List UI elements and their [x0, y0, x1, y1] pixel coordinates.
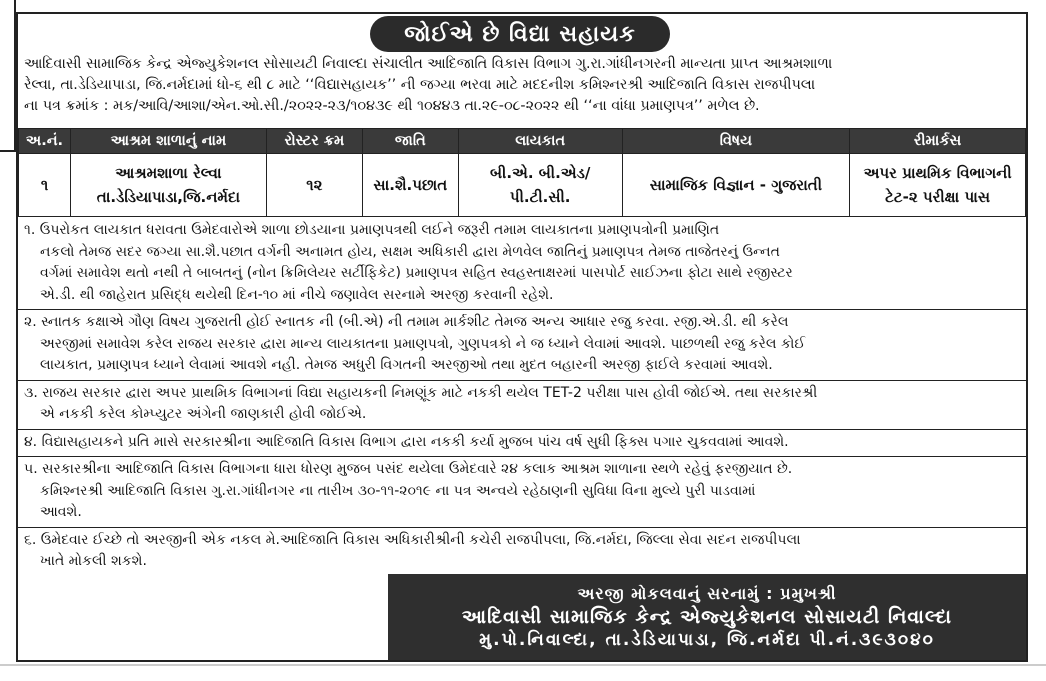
term-item [18, 528, 1026, 576]
cell-remarks [850, 154, 1026, 217]
corner-border [0, 0, 16, 152]
address-line: મુ.પો.નિવાલ્દા, તા.ડેડિયાપાડા, જિ.નર્મદા પી.નં.૩૯૩૦૪૦ [479, 630, 935, 650]
term-line: ૫. સરકારશ્રીના આદિજાતિ વિકાસ વિભાગના ધારા ધોરણ મુજબ પસંદ થયેલા ઉમેદવારે ૨૪ કલાક આશ્રમ શાળાના સ્થળે રહેવું ફરજીયાત છે. [24, 461, 793, 477]
school-line: તા.ડેડિયાપાડા,જિ.નર્મદા [96, 188, 241, 206]
qualification-line: પી.ટી.સી. [509, 188, 571, 206]
header-subject: વિષય [622, 129, 850, 154]
term-item [18, 310, 1026, 381]
address-organization: આદિવાસી સામાજિક કેન્દ્ર એજ્યુકેશનલ સોસાયટી નિવાલ્દા [461, 606, 953, 628]
table-header-row [19, 129, 1026, 154]
header-serial: અ.નં. [19, 129, 71, 154]
cell-subject: સામાજિક વિજ્ઞાન - ગુજરાતી [622, 154, 850, 217]
term-line: ૬. ઉમેદવાર ઈચ્છે તો અરજીની એક નકલ મે.આદિજાતિ વિકાસ અધિકારીશ્રીની કચેરી રાજપીપલા, જિ.નર્મદા, જિલ્લા સેવા સદન રાજપીપલા [24, 531, 801, 548]
cell-serial: ૧ [19, 154, 71, 217]
term-item [18, 430, 1026, 458]
address-box [388, 574, 1026, 660]
term-item [18, 381, 1026, 430]
term-item [18, 218, 1026, 310]
header-caste: જાતિ [362, 129, 458, 154]
school-line: આશ્રમશાળા રેલ્વા [115, 164, 222, 182]
header-school-name: આશ્રમ શાળાનું નામ [70, 129, 266, 154]
header-roster: રોસ્ટર ક્રમ [266, 129, 362, 154]
term-line: ખાતે મોકલી શકશે. [40, 553, 147, 569]
intro-line: રેલ્વા, તા.ડેડિયાપાડા, જિ.નર્મદામાં ધો-૬ થી ૮ માટે ‘‘વિદ્યાસહાયક’’ ની જગ્યા ભરવા માટે મદદનીશ કમિશ્નરશ્રી આદિજાતિ વિકાસ રાજપીપલા [24, 77, 816, 93]
header-remarks: રીમાર્કસ [850, 129, 1026, 154]
ad-heading: જોઈએ છે વિદ્યા સહાયક [370, 16, 670, 52]
term-line: ૧. ઉપરોકત લાયકાત ધરાવતા ઉમેદવારોએ શાળા છોડયાના પ્રમાણપત્રથી લઈને જરૂરી તમામ લાયકાતના પ્રમાણપત્રોની પ્રમાણિત [24, 222, 720, 238]
intro-line: ના પત્ર ક્રમાંક : મક/આવિ/આશા/એન.ઓ.સી./૨૦૨૨-૨૩/૧૦૪૩૯ થી ૧૦૪૪૩ તા.૨૯-૦૮-૨૦૨૨ થી ‘‘ના વાંધા પ્રમાણપત્ર’’ મળેલ છે. [24, 98, 760, 114]
intro-paragraph [24, 54, 1024, 117]
term-line: ૩. રાજય સરકાર દ્વારા અપર પ્રાથમિક વિભાગનાં વિદ્યા સહાયકની નિમણૂંક માટે નકકી થયેલ TET-2 પરીક્ષા પાસ હોવી જોઈએ. તથા સરકારશ્રી [24, 384, 818, 401]
term-item [18, 457, 1026, 528]
term-line: અરજીમાં સમાવેશ કરેલ રાજય સરકાર દ્વારા માન્ય લાયકાતના પ્રમાણપત્રો, ગુણપત્રકો ને જ ધ્યાને લેવામાં આવશે. પાછળથી રજુ કરેલ કોઈ [40, 335, 806, 352]
term-line: એ.ડી. થી જાહેરાત પ્રસિદ્ધ થયેથી દિન-૧૦ માં નીચે જણાવેલ સરનામે અરજી કરવાની રહેશે. [40, 286, 554, 303]
header-qualification: લાયકાત [458, 129, 622, 154]
term-line: ૪. વિદ્યાસહાયકને પ્રતિ માસે સરકારશ્રીના આદિજાતિ વિકાસ વિભાગ દ્વારા નકકી કર્યા મુજબ પાંચ વર્ષ સુધી ફિક્સ પગાર ચુકવવામાં આવશે. [24, 433, 789, 450]
intro-line: આદિવાસી સામાજિક કેન્દ્ર એજ્યુકેશનલ સોસાયટી નિવાલ્દા સંચાલીત આદિજાતિ વિકાસ વિભાગ ગુ.રા.ગાંધીનગરની માન્યતા પ્રાપ્ત આશ્રમશાળા [24, 56, 833, 72]
remarks-line: અપર પ્રાથમિક વિભાગની [863, 164, 1012, 182]
cell-caste: સા.શૈ.પછાત [362, 154, 458, 217]
table-row [19, 154, 1026, 217]
qualification-line: બી.એ. બી.એડ/ [489, 164, 591, 182]
cell-qualification [458, 154, 622, 217]
term-line: એ નકકી કરેલ કોમ્પ્યુટર અંગેની જાણકારી હોવી જોઈએ. [40, 406, 367, 422]
address-label: અરજી મોકલવાનું સરનામું : પ્રમુખશ્રી [577, 584, 837, 603]
vacancy-table [18, 128, 1026, 217]
terms-list [18, 218, 1026, 576]
remarks-line: ટેટ-૨ પરીક્ષા પાસ [885, 188, 991, 206]
term-line: કમિશ્નરશ્રી આદિજાતિ વિકાસ ગુ.રા.ગાંધીનગર ના તારીખ ૩૦-૧૧-૨૦૧૯ ના પત્ર અન્વયે રહેઠાણની સુવિધા વિના મુલ્યે પુરી પાડવામાં [40, 482, 756, 499]
term-line: નકલો તેમજ સદર જગ્યા સા.શૈ.પછાત વર્ગની અનામત હોય, સક્ષમ અધિકારી દ્વારા મેળવેલ જાતિનું પ્રમાણપત્ર તેમજ તાજેતરનું ઉન્નત [40, 243, 780, 260]
term-line: ૨. સ્નાતક કક્ષાએ ગૌણ વિષય ગુજરાતી હોઈ સ્નાતક ની (બી.એ) ની તમામ માર્કશીટ તેમજ અન્ય આધાર રજુ કરવા. રજી.એ.ડી. થી કરેલ [24, 314, 789, 330]
term-line: લાયકાત, પ્રમાણપત્ર ધ્યાને લેવામાં આવશે નહી. તેમજ અધુરી વિગતની અરજીઓ તથા મુદત બહારની અરજી ફાઈલે કરવામાં આવશે. [40, 357, 773, 373]
term-line: વર્ગમાં સમાવેશ થતો નથી તે બાબતનું (નોન ક્રિમિલેયર સર્ટીફિકેટ) પ્રમાણપત્ર સહિત સ્વહસ્તાક્ષરમાં પાસપોર્ટ સાઈઝના ફોટા સાથે રજીસ્ટર [40, 265, 793, 281]
bottom-divider [0, 664, 1046, 666]
cell-school-name [70, 154, 266, 217]
cell-roster: ૧૨ [266, 154, 362, 217]
term-line: આવશે. [40, 504, 82, 520]
